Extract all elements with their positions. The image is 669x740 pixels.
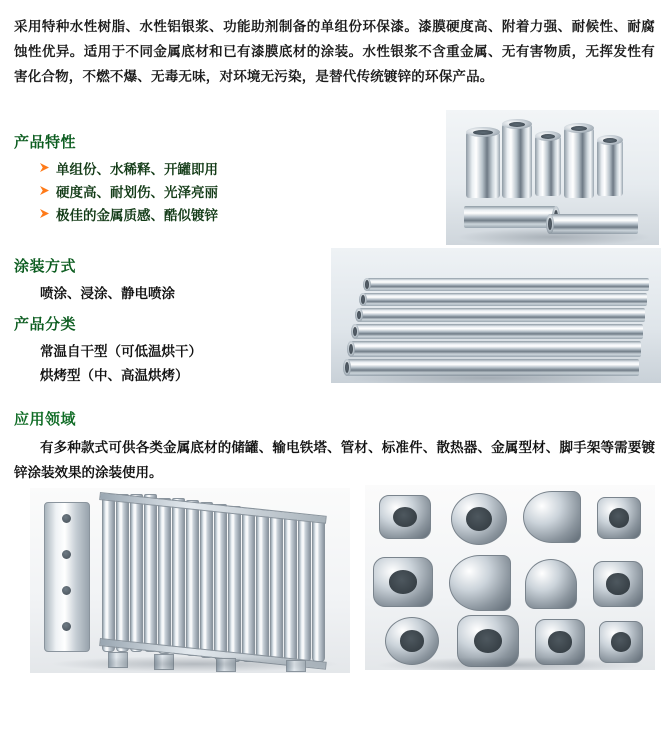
pipe-shape <box>464 206 556 228</box>
fitting-elbow <box>523 491 581 543</box>
arrow-bullet-icon <box>40 186 49 195</box>
features-bullet-list <box>14 158 416 227</box>
radiator-column <box>298 516 311 662</box>
arrow-bullet-icon <box>40 209 49 218</box>
radiator-column <box>214 504 227 660</box>
section-coating-title: 涂装方式 <box>14 258 77 275</box>
radiator-column <box>200 502 213 658</box>
fitting-elbow <box>449 555 511 611</box>
fitting-plug <box>599 621 643 663</box>
pipe-shape <box>351 341 641 357</box>
fitting-nipple <box>373 557 433 607</box>
section-features <box>0 131 430 227</box>
radiator-column <box>172 498 185 654</box>
category-line-1: 常温自干型（可低温烘干） <box>40 344 202 359</box>
radiator-column <box>102 494 115 652</box>
pipe-shape <box>502 124 532 198</box>
pipe-shape <box>535 136 561 196</box>
mounting-hole <box>62 550 71 559</box>
pipe-shape <box>564 128 594 198</box>
image-pipe-fittings <box>365 485 655 670</box>
list-item <box>40 181 416 204</box>
list-item <box>40 158 416 181</box>
photo-shadow <box>50 656 340 672</box>
radiator-column <box>312 518 325 662</box>
section-application-title: 应用领域 <box>14 411 77 428</box>
radiator-column <box>284 514 297 662</box>
radiator-column <box>158 498 171 654</box>
mounting-hole <box>62 622 71 631</box>
image-galvanized-pipe-row <box>331 248 661 383</box>
radiator-column <box>242 508 255 662</box>
application-paragraph: 有多种款式可供各类金属底材的储罐、输电铁塔、管材、标准件、散热器、金属型材、脚手架等需要镀锌涂装效果的涂装使用。 <box>14 440 655 480</box>
mounting-hole <box>62 514 71 523</box>
radiator-column <box>130 494 143 652</box>
pipe-shape <box>363 293 647 306</box>
pipe-shape <box>597 140 623 196</box>
fitting-union <box>593 561 643 607</box>
list-item <box>40 204 416 227</box>
photo-shadow <box>456 228 651 245</box>
fitting-ring <box>451 493 507 545</box>
fitting-bend <box>525 559 577 609</box>
coating-method-line: 喷涂、浸涂、静电喷涂 <box>40 286 175 301</box>
photo-shadow <box>339 370 639 383</box>
image-stainless-short-pipes <box>446 110 659 245</box>
radiator-column <box>270 512 283 662</box>
photo-shadow <box>375 657 645 670</box>
category-line-2: 烘烤型（中、高温烘烤） <box>40 368 189 383</box>
arrow-bullet-icon <box>40 163 49 172</box>
radiator-column <box>228 506 241 662</box>
features-bullet-text: 硬度高、耐划伤、光泽亮丽 <box>56 185 218 200</box>
fitting-coupling <box>379 495 431 539</box>
pipe-shape <box>355 324 643 339</box>
pipe-shape <box>359 308 645 322</box>
radiator-column <box>116 494 129 652</box>
radiator-column <box>256 510 269 662</box>
features-bullet-text: 极佳的金属质感、酷似镀锌 <box>56 208 218 223</box>
mounting-hole <box>62 586 71 595</box>
radiator-column <box>144 494 157 652</box>
pipe-shape <box>466 132 500 198</box>
radiator-column <box>186 500 199 656</box>
fitting-socket <box>597 497 641 539</box>
features-bullet-text: 单组份、水稀释、开罐即用 <box>56 162 218 177</box>
image-steel-radiators <box>30 488 350 673</box>
section-application <box>0 408 669 485</box>
section-category-title: 产品分类 <box>14 316 77 333</box>
section-features-title: 产品特性 <box>14 134 77 151</box>
intro-paragraph: 采用特种水性树脂、水性铝银浆、功能助剂制备的单组份环保漆。漆膜硬度高、附着力强、耐候性、耐腐蚀性优异。适用于不同金属底材和已有漆膜底材的涂装。水性银浆不含重金属、无有害物质，无挥发性有害化合物，不燃不爆、无毒无味，对环境无污染，是替代传统镀锌的环保产品。 <box>14 19 655 84</box>
pipe-shape <box>367 278 649 291</box>
